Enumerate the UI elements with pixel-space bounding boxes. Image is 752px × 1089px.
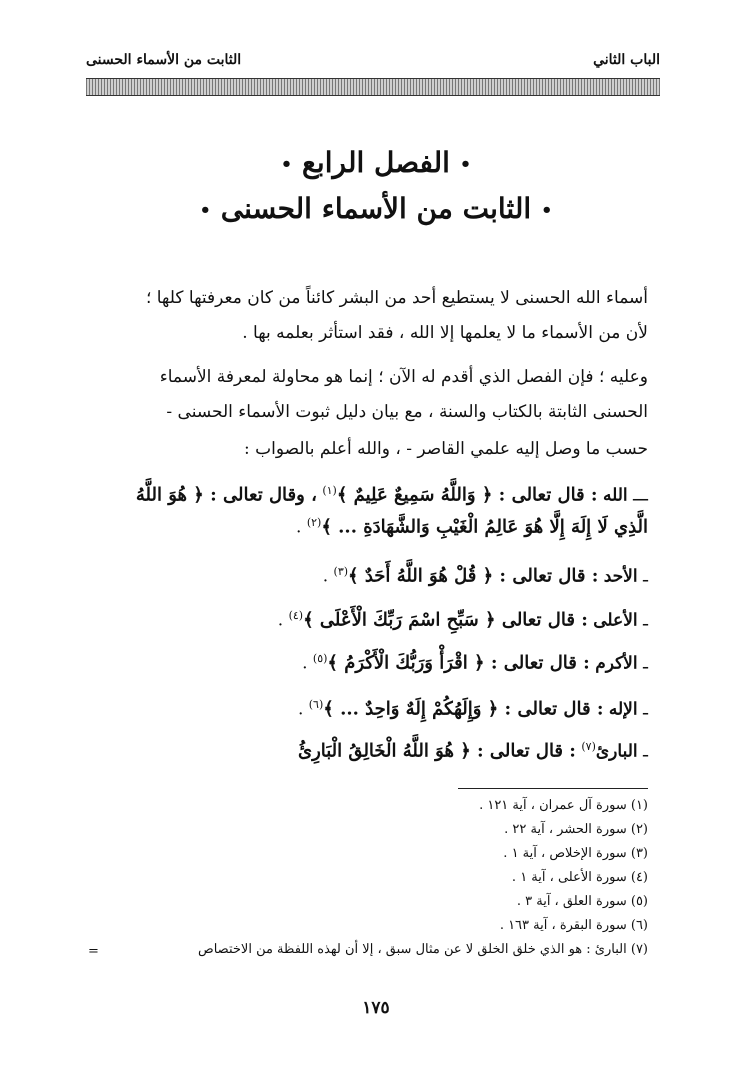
entry-verse: : قال تعالى ﴿ سَبِّحِ اسْمَ رَبِّكَ الْأَعْلَى ﴾: [303, 609, 588, 631]
footnote-rule: [458, 788, 648, 789]
entry-name: الأحد: [603, 566, 638, 587]
footnote-ref: (١): [322, 484, 337, 497]
entry-name: الأعلى: [593, 610, 638, 631]
footnote-text: سورة العلق ، آية ٣ .: [516, 894, 627, 909]
entry-dash: ـ: [643, 566, 648, 587]
footnote-ref: (٣): [333, 565, 349, 578]
paragraph-line: لأن من الأسماء ما لا يعلمها إلا الله ، فقد استأثر بعلمه بها .: [242, 323, 648, 343]
footnote-text: سورة آل عمران ، آية ١٢١ .: [479, 798, 627, 813]
footnote-number: (٦): [630, 918, 648, 933]
footnote-text: سورة الأعلى ، آية ١ .: [511, 870, 627, 885]
footnote-number: (٧): [630, 942, 648, 957]
entry-verse: : قال تعالى : ﴿ هُوَ اللَّهُ الْخَالِقُ الْبَارِئُ: [297, 740, 576, 762]
entry-verse: : قال تعالى : ﴿ وَاللَّهُ سَمِيعٌ عَلِيمٌ ﴾: [336, 484, 598, 506]
header-chapter: الباب الثاني: [593, 52, 660, 68]
entry-dash: ـ: [643, 653, 648, 674]
paragraph-line: الحسنى الثابتة بالكتاب والسنة ، مع بيان دليل ثبوت الأسماء الحسنى -: [166, 402, 648, 422]
entry-end: .: [302, 653, 308, 674]
header-section: الثابت من الأسماء الحسنى: [86, 52, 242, 68]
footnote-number: (٤): [630, 870, 648, 885]
entry-name: الإله: [608, 699, 638, 720]
name-entry: [100, 652, 648, 674]
footnote-text: سورة الحشر ، آية ٢٢ .: [504, 822, 627, 837]
name-entry: [100, 698, 648, 720]
footnote: [479, 798, 648, 813]
footnote: [503, 846, 648, 861]
entry-dash: ـ: [643, 741, 648, 762]
paragraph-line: أسماء الله الحسنى لا يستطيع أحد من البشر كائناً من كان معرفتها كلها ؛: [145, 288, 648, 308]
footnote: [500, 918, 648, 933]
entry-verse: : قال تعالى : ﴿ اقْرَأْ وَرَبُّكَ الْأَكْرَمُ ﴾: [327, 652, 590, 674]
paragraph-line: وعليه ؛ فإن الفصل الذي أقدم له الآن ؛ إنما هو محاولة لمعرفة الأسماء: [159, 367, 648, 387]
page-number: ١٧٥: [362, 998, 390, 1018]
entry-end: .: [296, 517, 302, 538]
footnote: [512, 870, 648, 885]
entry-verse: : قال تعالى : ﴿ قُلْ هُوَ اللَّهُ أَحَدٌ ﴾: [348, 565, 599, 587]
entry-end: .: [297, 699, 304, 720]
entry-verse: : قال تعالى : ﴿ وَإِلَهُكُمْ إِلَهٌ وَاحِدٌ ... ﴾: [323, 698, 604, 720]
header-rule: [86, 78, 660, 96]
footnote-text: سورة الإخلاص ، آية ١ .: [503, 846, 627, 861]
footnote-ref: (٧): [581, 740, 596, 753]
name-entry-continued: [100, 516, 648, 538]
section-title-text: الثابت من الأسماء الحسنى: [220, 192, 532, 225]
bullet-icon: •: [280, 154, 293, 175]
name-entry: [100, 740, 648, 762]
footnote-ref: (٦): [308, 698, 324, 711]
footnote-continuation-mark: =: [88, 944, 99, 959]
footnote-ref: (٥): [312, 652, 328, 665]
section-title: [0, 192, 752, 225]
entry-end: .: [277, 610, 284, 631]
footnote-text: البارئ : هو الذي خلق الخلق لا عن مثال سبق ، إلا أن لهذه اللفظة من الاختصاص: [198, 942, 627, 957]
section-label-text: الفصل الرابع: [302, 146, 450, 179]
footnote-number: (٢): [630, 822, 648, 837]
bullet-icon: •: [540, 200, 553, 221]
footnote-number: (٥): [630, 894, 648, 909]
entry-name: البارئ: [595, 741, 638, 762]
name-entry: [100, 484, 648, 506]
entry-name: الأكرم: [595, 653, 638, 674]
footnote-number: (٣): [630, 846, 648, 861]
section-label: [0, 146, 752, 179]
running-header: [86, 52, 660, 72]
footnote-ref: (٤): [288, 609, 304, 622]
footnote: [504, 822, 648, 837]
bullet-icon: •: [199, 200, 212, 221]
footnote-number: (١): [630, 798, 648, 813]
footnote-text: سورة البقرة ، آية ١٦٣ .: [499, 918, 627, 933]
entry-dash: ـــ: [633, 485, 648, 506]
entry-verse-continued: ، وقال تعالى : ﴿ هُوَ اللَّهُ: [135, 484, 317, 506]
entry-name: الله: [602, 485, 628, 506]
name-entry: [100, 609, 648, 631]
entry-dash: ـ: [643, 699, 648, 720]
footnote-ref: (٢): [306, 516, 322, 529]
footnote: [198, 942, 648, 957]
entry-end: .: [322, 566, 329, 587]
paragraph-line: حسب ما وصل إليه علمي القاصر - ، والله أعلم بالصواب :: [244, 439, 648, 459]
name-entry: [100, 565, 648, 587]
entry-verse: الَّذِي لَا إِلَهَ إِلَّا هُوَ عَالِمُ الْغَيْبِ وَالشَّهَادَةِ ... ﴾: [321, 516, 648, 538]
bullet-icon: •: [459, 154, 472, 175]
entry-dash: ـ: [643, 610, 648, 631]
footnote: [517, 894, 648, 909]
